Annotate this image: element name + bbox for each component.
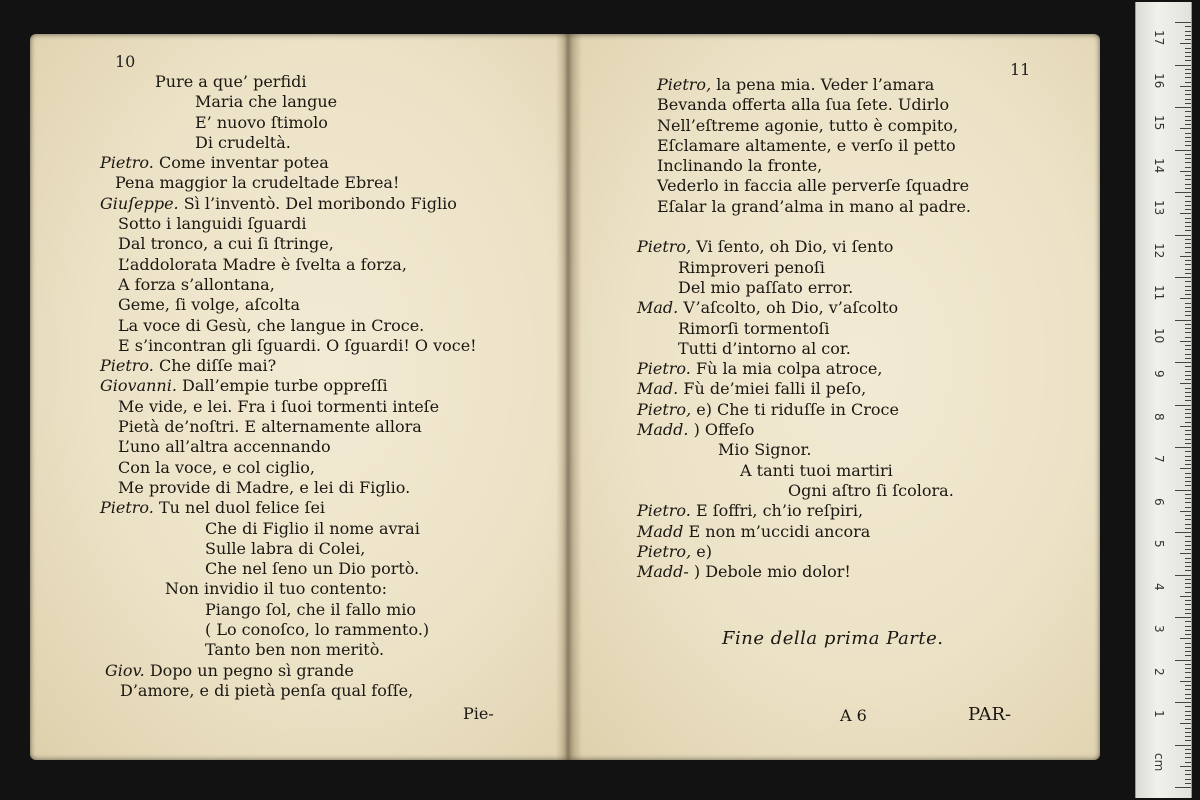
ruler-tick <box>1185 60 1191 61</box>
ruler-tick <box>1185 621 1191 622</box>
ruler-tick <box>1185 524 1191 525</box>
ruler-tick <box>1185 31 1191 32</box>
ruler-tick <box>1175 532 1191 533</box>
ruler-tick <box>1185 507 1191 508</box>
ruler-tick <box>1185 715 1191 716</box>
ruler-tick <box>1185 158 1191 159</box>
ruler-tick <box>1175 660 1191 661</box>
ruler-tick <box>1185 400 1191 401</box>
ruler-label: 14 <box>1152 157 1166 173</box>
left-page-line: Pietà de’noſtri. E alternamente allora <box>118 417 422 437</box>
right-page-line: Pietro, Vi ſento, oh Dio, vi ſento <box>637 237 894 257</box>
right-page-number: 11 <box>1010 60 1031 79</box>
ruler-label: 8 <box>1152 412 1166 421</box>
ruler-tick <box>1175 65 1191 66</box>
ruler-tick <box>1185 286 1191 287</box>
left-page-line: L’addolorata Madre è ſvelta a forza, <box>118 254 407 274</box>
right-page-line: Mad. Fù de’miei falli il peſo, <box>637 379 867 399</box>
ruler-tick <box>1175 787 1191 788</box>
signature-mark: A 6 <box>840 706 867 725</box>
ruler-tick <box>1185 668 1191 669</box>
ruler-tick <box>1185 600 1191 601</box>
ruler-tick <box>1185 485 1191 486</box>
ruler-tick <box>1185 133 1191 134</box>
left-page-line: Che nel ſeno un Dio portò. <box>205 559 420 579</box>
ruler-tick <box>1185 332 1191 333</box>
ruler-tick <box>1185 94 1191 95</box>
right-page-line: Nell’eſtreme agonie, tutto è compito, <box>657 115 959 135</box>
ruler-tick <box>1185 111 1191 112</box>
ruler-tick <box>1185 604 1191 605</box>
ruler-tick <box>1185 434 1191 435</box>
ruler-tick <box>1185 226 1191 227</box>
ruler-label: 10 <box>1152 327 1166 343</box>
ruler-tick <box>1180 596 1191 597</box>
ruler-tick <box>1185 315 1191 316</box>
right-page-line: Pietro, e) Che ti riduſſe in Croce <box>637 399 899 419</box>
left-page-line: Me vide, e lei. Fra i ſuoi tormenti inteſe <box>118 396 440 416</box>
ruler-tick <box>1175 447 1191 448</box>
ruler-tick <box>1185 502 1191 503</box>
ruler-tick <box>1185 56 1191 57</box>
right-page-text <box>0 75 971 582</box>
left-page-number: 10 <box>115 52 136 71</box>
ruler-label: 2 <box>1152 667 1166 676</box>
ruler-tick <box>1185 728 1191 729</box>
ruler-tick <box>1185 69 1191 70</box>
ruler-tick <box>1185 566 1191 567</box>
ruler-tick <box>1185 35 1191 36</box>
ruler-tick <box>1185 519 1191 520</box>
ruler-tick <box>1180 341 1191 342</box>
ruler-tick <box>1180 383 1191 384</box>
ruler-tick <box>1185 498 1191 499</box>
ruler-tick <box>1185 694 1191 695</box>
ruler-tick <box>1185 290 1191 291</box>
ruler-tick <box>1185 515 1191 516</box>
ruler-tick <box>1185 740 1191 741</box>
ruler-tick <box>1185 179 1191 180</box>
ruler-tick <box>1185 349 1191 350</box>
ruler-label: 5 <box>1152 540 1166 548</box>
ruler-tick <box>1185 592 1191 593</box>
ruler-tick <box>1180 86 1191 87</box>
ruler-tick <box>1185 706 1191 707</box>
ruler-tick <box>1185 175 1191 176</box>
ruler-tick <box>1185 655 1191 656</box>
ruler-tick <box>1185 48 1191 49</box>
ruler-tick <box>1185 77 1191 78</box>
ruler-tick <box>1185 90 1191 91</box>
ruler-tick <box>1185 757 1191 758</box>
ruler-label: 13 <box>1152 200 1166 216</box>
ruler-tick <box>1185 82 1191 83</box>
ruler-tick <box>1185 26 1191 27</box>
ruler-tick <box>1185 388 1191 389</box>
right-page-line: Pietro, e) <box>637 541 712 561</box>
ruler-tick <box>1185 358 1191 359</box>
left-page-line: E s’incontran gli ſguardi. O ſguardi! O voce! <box>118 335 477 355</box>
ruler-tick <box>1185 634 1191 635</box>
ruler-tick <box>1185 413 1191 414</box>
ruler-tick <box>1185 201 1191 202</box>
ruler-tick <box>1185 269 1191 270</box>
ruler-label: 7 <box>1152 455 1166 463</box>
ruler-tick <box>1185 749 1191 750</box>
right-page-line <box>0 217 971 237</box>
ruler-tick <box>1185 545 1191 546</box>
ruler-tick <box>1180 426 1191 427</box>
right-page-line: Eſalar la grand’alma in mano al padre. <box>657 196 971 216</box>
ruler-tick <box>1185 396 1191 397</box>
left-page-line: Geme, ſi volge, aſcolta <box>118 295 300 315</box>
ruler-label: 1 <box>1152 710 1166 718</box>
ruler-tick <box>1185 273 1191 274</box>
ruler-tick <box>1185 536 1191 537</box>
ruler-tick <box>1180 171 1191 172</box>
ruler-tick <box>1185 222 1191 223</box>
right-page-line: Pietro. Fù la mia colpa atroce, <box>637 359 883 379</box>
right-page-line: Eſclamare altamente, e verſo il petto <box>657 135 956 155</box>
ruler-tick <box>1185 116 1191 117</box>
left-page-line: L’uno all’altra accennando <box>118 437 331 457</box>
ruler-tick <box>1185 354 1191 355</box>
ruler-tick <box>1185 685 1191 686</box>
left-page-line: Con la voce, e col ciglio, <box>118 457 315 477</box>
ruler-label: 4 <box>1152 582 1166 591</box>
right-page-line: Tutti d’intorno al cor. <box>678 338 851 358</box>
ruler-tick <box>1185 570 1191 571</box>
left-page-line: Pietro. Che diſſe mai? <box>100 356 277 376</box>
ruler-tick <box>1180 213 1191 214</box>
ruler-tick <box>1180 638 1191 639</box>
ruler-tick <box>1185 774 1191 775</box>
left-catchword: Pie- <box>463 704 494 723</box>
left-page-line: Pure a que’ perfidi <box>155 72 307 91</box>
left-page-line: E’ nuovo ſtimolo <box>195 112 328 132</box>
ruler-tick <box>1185 52 1191 53</box>
ruler-tick <box>1185 647 1191 648</box>
ruler-tick <box>1185 73 1191 74</box>
ruler-tick <box>1185 609 1191 610</box>
ruler-tick <box>1185 141 1191 142</box>
ruler-tick <box>1185 460 1191 461</box>
ruler-tick <box>1185 779 1191 780</box>
ruler-label: 3 <box>1152 625 1166 633</box>
ruler-tick <box>1185 103 1191 104</box>
ruler-tick <box>1180 766 1191 767</box>
right-page-line: Rimorſi tormentoſi <box>678 318 830 338</box>
ruler-tick <box>1185 583 1191 584</box>
right-catchword: PAR- <box>968 704 1012 725</box>
right-page-line: Mad. V’aſcolto, oh Dio, v’aſcolto <box>637 298 899 318</box>
ruler-tick <box>1180 723 1191 724</box>
ruler-tick <box>1185 473 1191 474</box>
ruler-label: 15 <box>1152 115 1166 131</box>
left-page-line: Piango ſol, che il fallo mio <box>205 599 417 619</box>
right-page-line: Mio Signor. <box>718 440 812 460</box>
ruler-tick <box>1185 430 1191 431</box>
left-page-line: ( Lo conoſco, lo rammento.) <box>205 620 430 640</box>
left-page-line: La voce di Gesù, che langue in Croce. <box>118 315 425 335</box>
ruler-tick <box>1185 392 1191 393</box>
ruler-tick <box>1185 39 1191 40</box>
ruler-label: 17 <box>1152 30 1166 46</box>
ruler-tick <box>1185 307 1191 308</box>
ruler-tick <box>1175 320 1191 321</box>
ruler-tick <box>1185 643 1191 644</box>
right-page-line: Pietro, la pena mia. Veder l’amara <box>657 75 935 94</box>
ruler-tick <box>1185 719 1191 720</box>
ruler-tick <box>1185 252 1191 253</box>
ruler-tick <box>1185 451 1191 452</box>
ruler-tick <box>1185 120 1191 121</box>
ruler-tick <box>1185 154 1191 155</box>
left-page-line: Pena maggior la crudeltade Ebrea! <box>115 173 400 193</box>
left-page-line: Pietro. Tu nel duol felice ſei <box>100 498 326 518</box>
ruler-tick <box>1180 468 1191 469</box>
ruler-tick <box>1175 490 1191 491</box>
left-page-line: Tanto ben non meritò. <box>205 640 385 660</box>
ruler-tick <box>1185 711 1191 712</box>
ruler-tick <box>1185 541 1191 542</box>
ruler-tick <box>1185 145 1191 146</box>
ruler-tick <box>1185 281 1191 282</box>
ruler-tick <box>1175 362 1191 363</box>
ruler-tick <box>1175 575 1191 576</box>
ruler-tick <box>1180 128 1191 129</box>
ruler-label: 11 <box>1152 285 1166 301</box>
fine-della-prima-parte: Fine della prima Parte. <box>722 628 944 649</box>
ruler-tick <box>1180 511 1191 512</box>
ruler-tick <box>1185 477 1191 478</box>
ruler-tick <box>1175 405 1191 406</box>
ruler-tick <box>1185 732 1191 733</box>
ruler-tick <box>1175 277 1191 278</box>
ruler-tick <box>1185 549 1191 550</box>
ruler-tick <box>1185 260 1191 261</box>
measuring-ruler <box>1135 2 1192 798</box>
ruler-tick <box>1185 99 1191 100</box>
ruler-tick <box>1175 617 1191 618</box>
ruler-tick <box>1185 562 1191 563</box>
ruler-tick <box>1185 736 1191 737</box>
ruler-tick <box>1185 303 1191 304</box>
right-page-line: Madd. ) Offeſo <box>637 420 755 440</box>
right-page-line: A tanti tuoi martiri <box>740 460 893 480</box>
ruler-tick <box>1185 162 1191 163</box>
ruler-tick <box>1185 337 1191 338</box>
ruler-tick <box>1185 209 1191 210</box>
ruler-tick <box>1185 630 1191 631</box>
right-page-line: Madd- ) Debole mio dolor! <box>637 562 851 582</box>
ruler-tick <box>1185 587 1191 588</box>
ruler-tick <box>1185 528 1191 529</box>
right-page-line: Del mio paſſato error. <box>678 277 854 297</box>
left-page-line: Me provide di Madre, e lei di Figlio. <box>118 477 411 497</box>
ruler-label: 12 <box>1152 242 1166 258</box>
ruler-tick <box>1185 188 1191 189</box>
ruler-tick <box>1185 698 1191 699</box>
ruler-tick <box>1175 107 1191 108</box>
ruler-tick <box>1185 230 1191 231</box>
ruler-tick <box>1185 579 1191 580</box>
ruler-tick <box>1185 494 1191 495</box>
right-page-line: Pietro. E ſoffri, ch’io reſpiri, <box>637 501 864 521</box>
ruler-tick <box>1185 651 1191 652</box>
right-page-line: Inclinando la fronte, <box>657 156 823 176</box>
ruler-tick <box>1185 664 1191 665</box>
left-page-line: Di crudeltà. <box>195 132 291 152</box>
ruler-tick <box>1185 558 1191 559</box>
ruler-tick <box>1185 167 1191 168</box>
ruler-tick <box>1185 783 1191 784</box>
ruler-tick <box>1185 672 1191 673</box>
right-page-line: Rimproveri penoſi <box>678 257 825 277</box>
ruler-tick <box>1185 626 1191 627</box>
ruler-tick <box>1185 218 1191 219</box>
left-page-line: Sulle labra di Colei, <box>205 538 366 558</box>
ruler-tick <box>1185 422 1191 423</box>
left-page-line: A forza s’allontana, <box>118 274 275 294</box>
ruler-tick <box>1175 745 1191 746</box>
ruler-tick <box>1180 681 1191 682</box>
ruler-tick <box>1180 553 1191 554</box>
left-page-line: Maria che langue <box>195 92 338 112</box>
ruler-tick <box>1185 464 1191 465</box>
right-page-line: Ogni aſtro ſi ſcolora. <box>788 480 954 500</box>
ruler-tick <box>1185 205 1191 206</box>
ruler-tick <box>1175 150 1191 151</box>
ruler-tick <box>1185 294 1191 295</box>
ruler-tick <box>1185 770 1191 771</box>
left-page-line: Sotto i languidi ſguardi <box>118 214 307 234</box>
ruler-tick <box>1185 345 1191 346</box>
ruler-tick <box>1185 366 1191 367</box>
left-page-line: Che di Figlio il nome avrai <box>205 518 420 538</box>
ruler-tick <box>1185 753 1191 754</box>
ruler-tick <box>1185 239 1191 240</box>
ruler-tick <box>1185 613 1191 614</box>
ruler-tick <box>1185 439 1191 440</box>
ruler-tick <box>1180 298 1191 299</box>
right-page-line: Bevanda offerta alla ſua ſete. Udirlo <box>657 95 950 115</box>
ruler-tick <box>1185 379 1191 380</box>
ruler-tick <box>1185 409 1191 410</box>
ruler-label: 6 <box>1152 497 1166 506</box>
ruler-tick <box>1185 137 1191 138</box>
ruler-tick <box>1175 22 1191 23</box>
left-page-line: Pietro. Come inventar potea <box>100 153 329 173</box>
ruler-tick <box>1185 328 1191 329</box>
left-page-line: Giovanni. Dall’empie turbe oppreſſi <box>100 376 388 396</box>
left-page-line: D’amore, e di pietà penſa qual foſſe, <box>120 680 414 700</box>
ruler-tick <box>1185 762 1191 763</box>
ruler-tick <box>1185 324 1191 325</box>
ruler-tick <box>1185 481 1191 482</box>
ruler-label: 9 <box>1152 370 1166 378</box>
left-page-line: Dal tronco, a cui ſi ſtringe, <box>118 234 334 254</box>
ruler-tick <box>1185 196 1191 197</box>
ruler-tick <box>1175 702 1191 703</box>
ruler-tick <box>1180 256 1191 257</box>
ruler-tick <box>1185 443 1191 444</box>
right-page-line: Vederlo in faccia alle perverſe ſquadre <box>657 176 970 196</box>
ruler-tick <box>1185 456 1191 457</box>
ruler-tick <box>1185 124 1191 125</box>
ruler-tick <box>1185 689 1191 690</box>
ruler-tick <box>1175 235 1191 236</box>
left-page-line: Giuſeppe. Sì l’inventò. Del moribondo Figlio <box>100 193 457 213</box>
right-page-line: Madd E non m’uccidi ancora <box>637 521 871 541</box>
ruler-tick <box>1185 417 1191 418</box>
ruler-tick <box>1185 375 1191 376</box>
ruler-tick <box>1185 311 1191 312</box>
ruler-tick <box>1180 43 1191 44</box>
ruler-tick <box>1185 371 1191 372</box>
ruler-label: 16 <box>1152 72 1166 88</box>
left-page-line: Giov. Dopo un pegno sì grande <box>105 660 354 680</box>
ruler-tick <box>1185 264 1191 265</box>
ruler-tick <box>1185 184 1191 185</box>
ruler-tick <box>1175 192 1191 193</box>
ruler-tick <box>1185 243 1191 244</box>
ruler-tick <box>1185 247 1191 248</box>
left-page-line: Non invidio il tuo contento: <box>165 579 388 599</box>
ruler-label: cm <box>1152 752 1166 771</box>
ruler-tick <box>1185 677 1191 678</box>
